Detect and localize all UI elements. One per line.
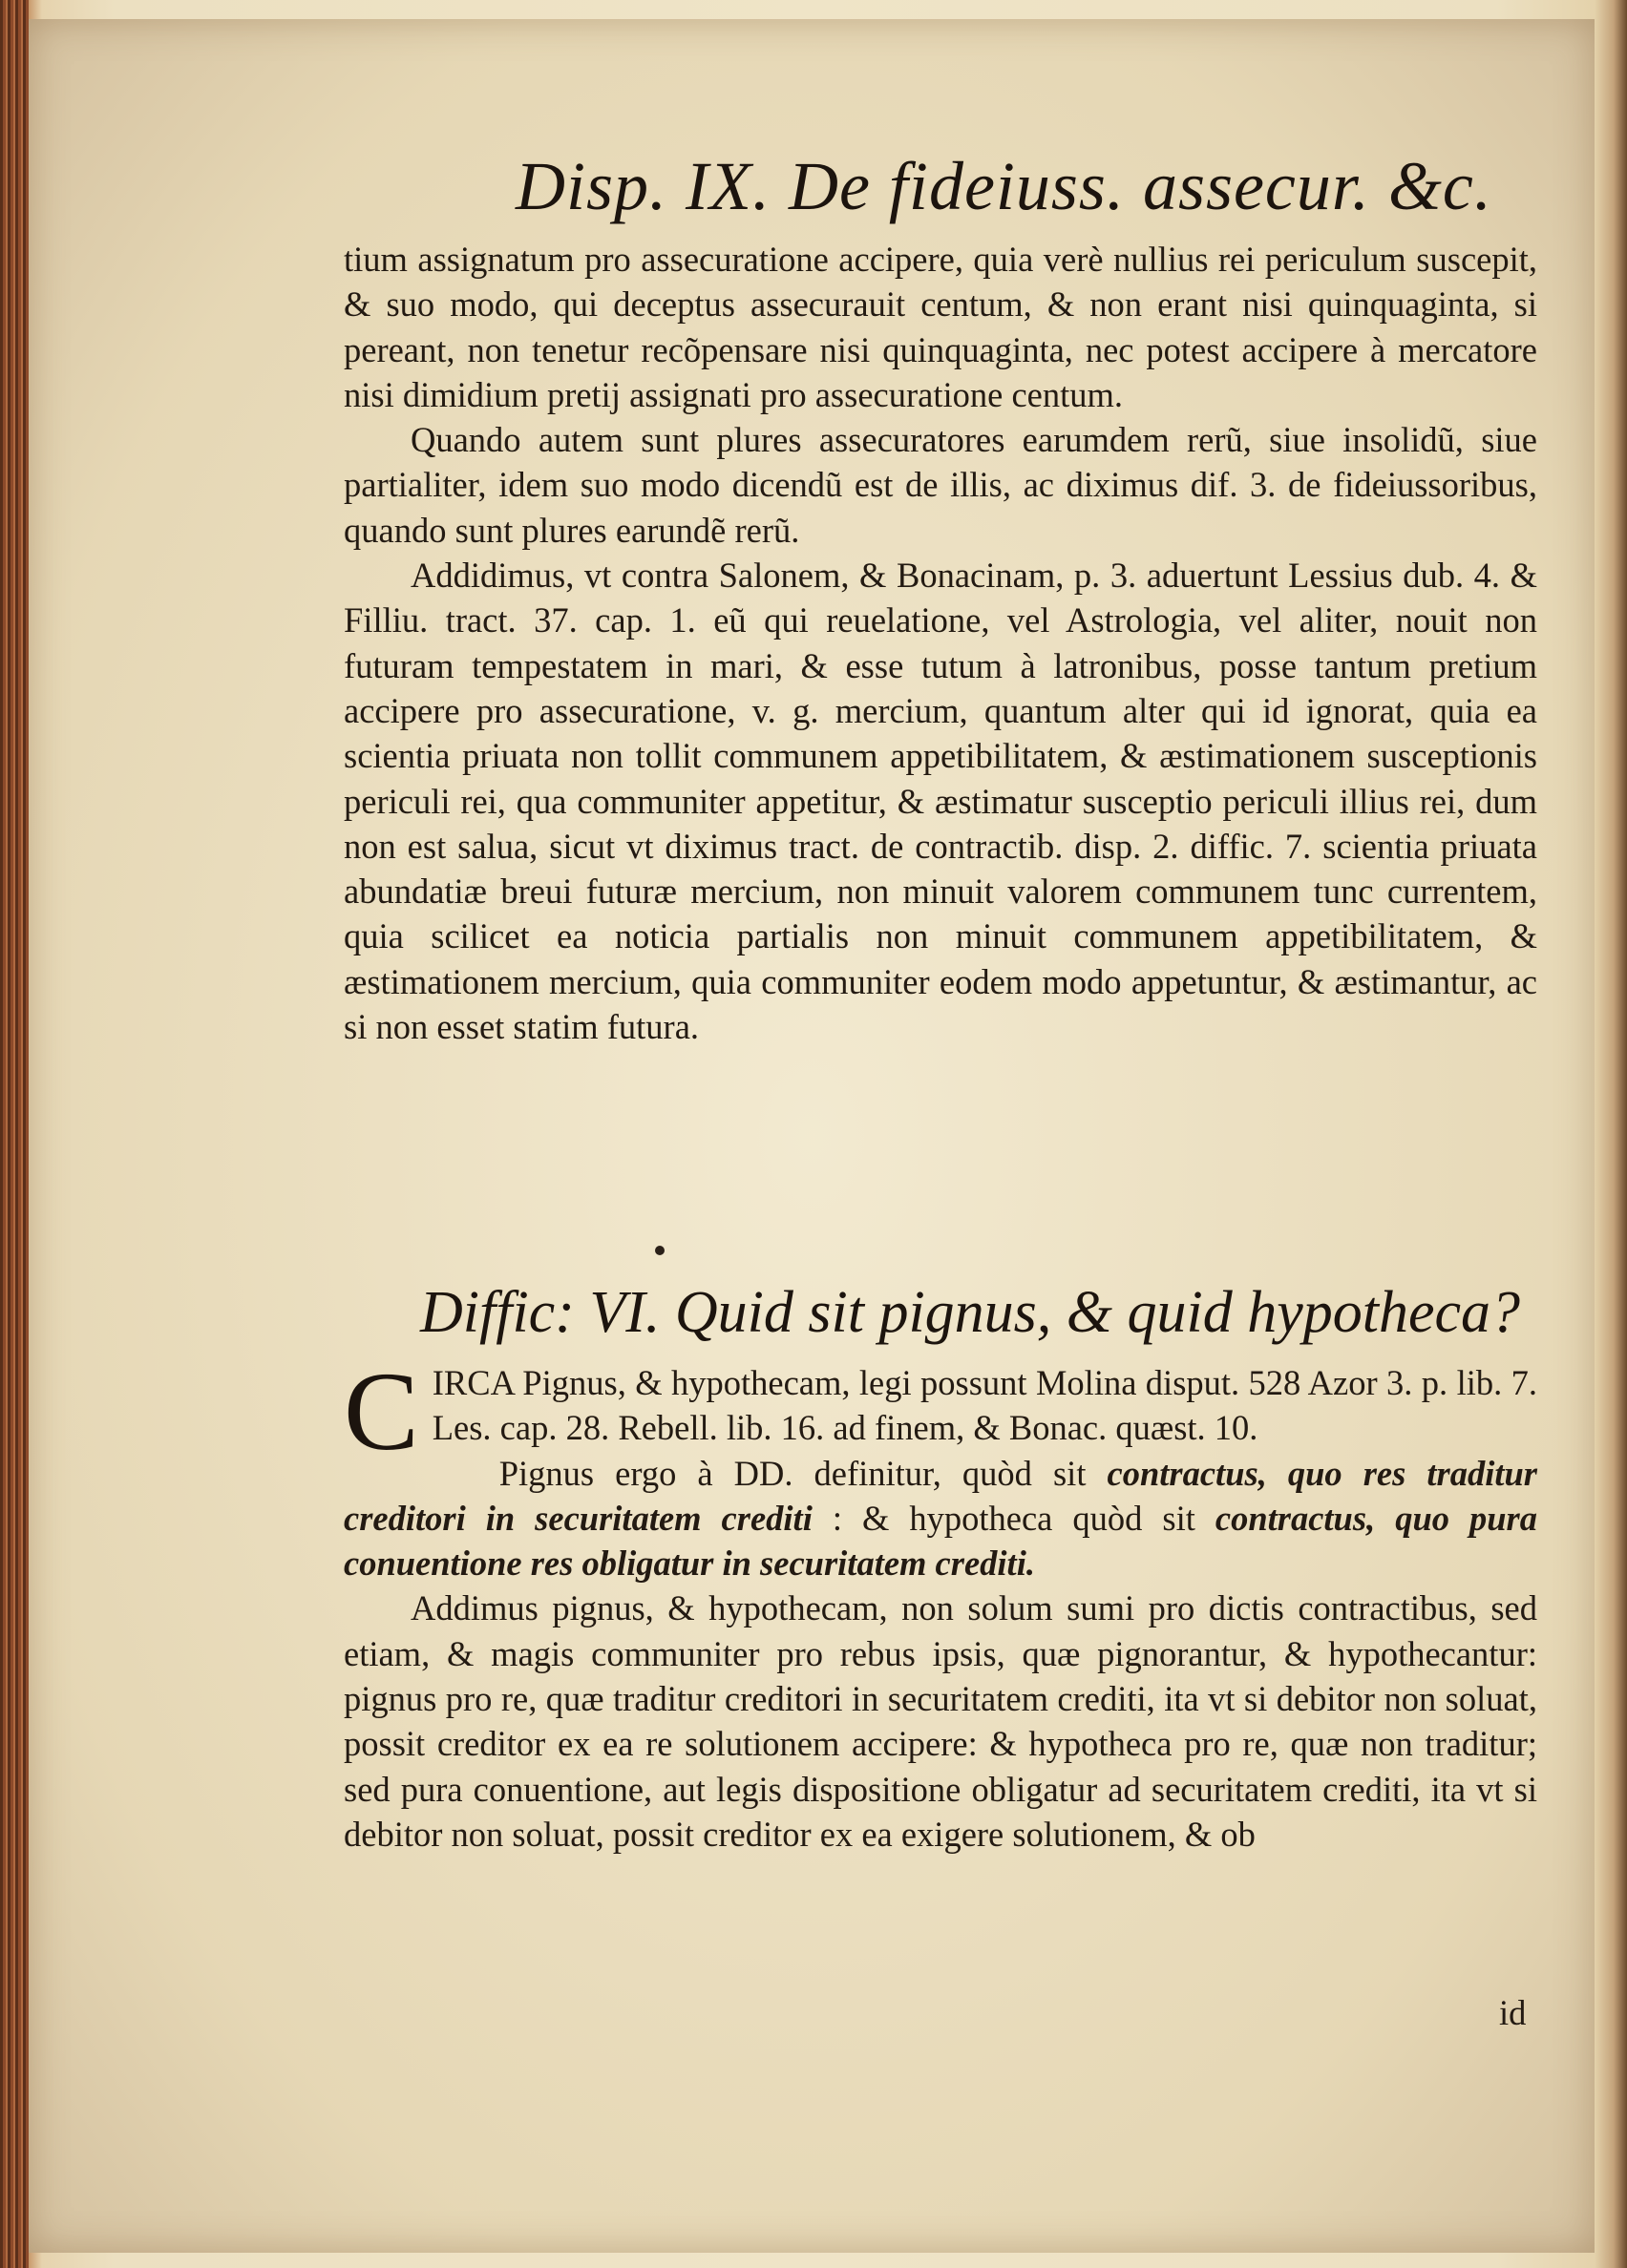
- ornament-dot: [655, 1246, 665, 1255]
- catchword: id: [1499, 1993, 1527, 2032]
- definition-pignus: contractus, quo res traditur creditori in securitatem crediti: [344, 1453, 1538, 1538]
- definition-hypotheca: contractus, quo pura conuentione res obligatur in securitatem crediti.: [344, 1498, 1537, 1584]
- running-title: Disp. IX. De fideiuss. assecur. &c.: [516, 148, 1492, 224]
- paragraph-2: Quando autem sunt plures assecuratores earumdem rerũ, siue insolidũ, siue partialiter, idem suo modo dicendũ est de illis, ac diximus dif. 3. de fideiussoribus, quando sunt plures earundẽ rerũ.: [344, 420, 1537, 550]
- paragraph-addimus: Addimus pignus, & hypothecam, non solum sumi pro dictis contractibus, sed etiam, & magis communiter pro rebus ipsis, quæ pignorantur, & hypothecantur: pignus pro re, quæ traditur creditori in securitatem crediti, ita vt si debitor non soluat, possit creditor ex ea re solutionem accipere: & hypotheca pro re, quæ non traditur; sed pura conuentione, aut legis dispositione obligatur ad securitatem crediti, ita vt si debitor non soluat, possit creditor ex ea exigere solutionem, & ob: [344, 1588, 1537, 1854]
- text-block-bottom: [344, 1349, 1538, 1857]
- section-heading: Diffic: VI. Quid sit pignus, & quid hypotheca?: [420, 1280, 1521, 1345]
- paragraph-3: Addidimus, vt contra Salonem, & Bonacinam, p. 3. aduertunt Lessius dub. 4. & Filliu. tract. 37. cap. 1. eũ qui reuelatione, vel Astrologia, vel aliter, nouit non futuram tempestatem in mari, & esse tutum à latronibus, posse tantum pretium accipere pro assecuratione, v. g. mercium, quantum alter qui id ignorat, quia ea scientia priuata non tollit communem appetibilitatem, & æstimationem susceptionis periculi rei, qua communiter appetitur, & æstimatur susceptio periculi illius rei, dum non est salua, sicut vt diximus tract. de contractib. disp. 2. diffic. 7. scientia priuata abundatiæ breui futuræ mercium, non minuit valorem communem tunc currentem, quia scilicet ea noticia partialis non minuit communem appetibilitatem, & æstimationem mercium, quia communiter eodem modo appetuntur, & æstimantur, ac si non esset statim futura.: [344, 556, 1537, 1047]
- definition-text-a: Pignus ergo à DD. definitur, quòd sit: [498, 1453, 1108, 1493]
- definition-text-c: : & hypotheca quòd sit: [812, 1498, 1215, 1538]
- book-spine-edge: [0, 0, 29, 2268]
- text-block-top: [344, 237, 1537, 1049]
- paragraph-1: tium assignatum pro assecuratione accipere, quia verè nullius rei periculum suscepit, & suo modo, qui deceptus assecurauit centum, & non erant nisi quinquaginta, si pereant, non tenetur recõpensare nisi quinquaginta, nec potest accipere à mercatore nisi dimidium pretij assignati pro assecuratione centum.: [344, 240, 1537, 414]
- paragraph-definition: [344, 1451, 1537, 1586]
- paragraph-intro-text: IRCA Pignus, & hypothecam, legi possunt Molina disput. 528 Azor 3. p. lib. 7. Les. cap. 28. Rebell. lib. 16. ad finem, & Bonac. quæst. 10.: [432, 1363, 1537, 1448]
- drop-cap: C: [344, 1349, 419, 1474]
